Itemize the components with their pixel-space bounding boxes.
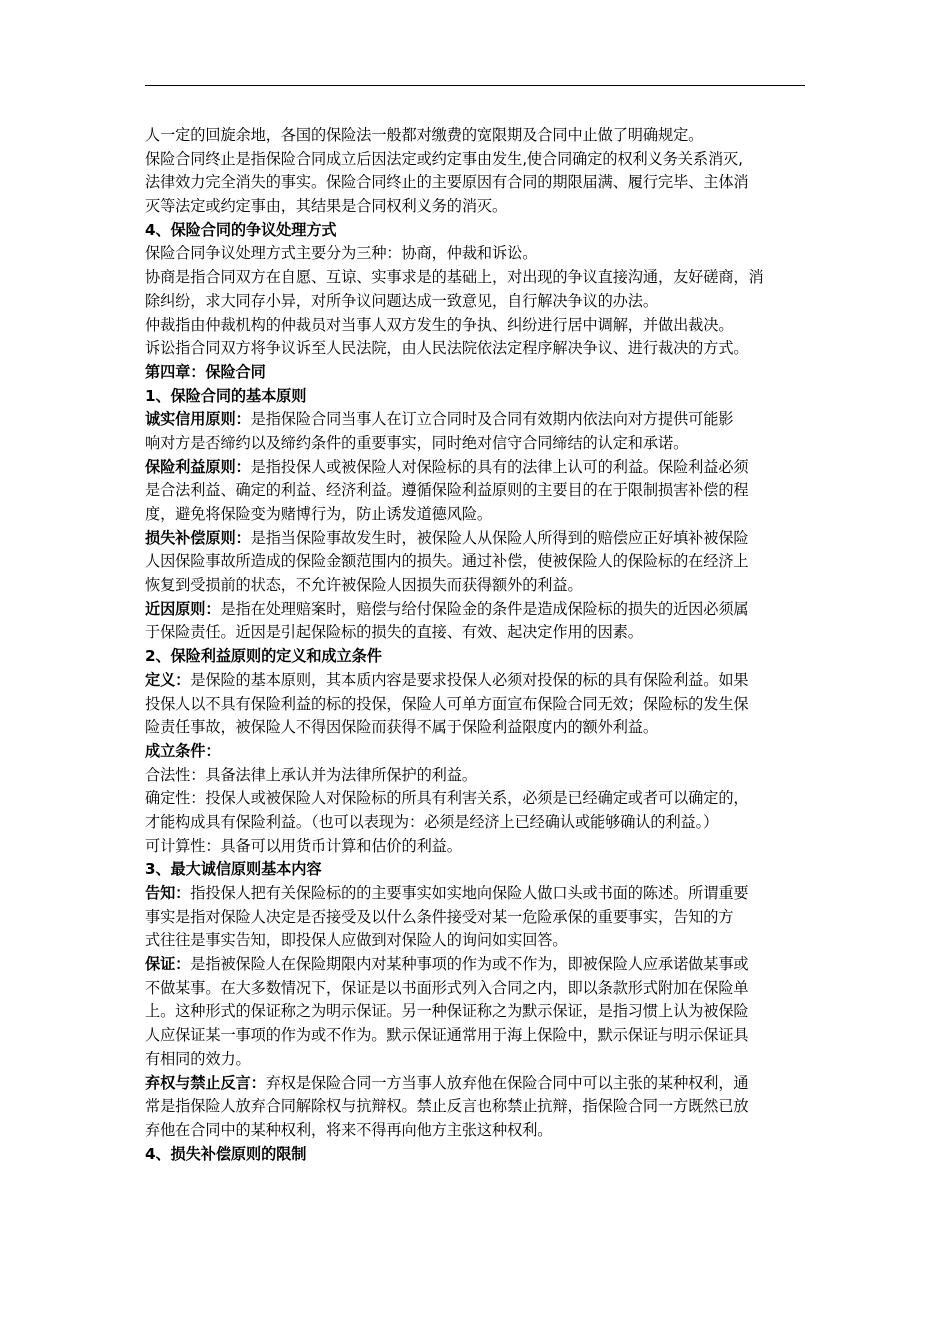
paragraph-line: 协商是指合同双方在自愿、互谅、实事求是的基础上，对出现的争议直接沟通，友好磋商，消 xyxy=(145,268,764,287)
term-definition: 是指投保人或被保险人对保险标的具有的法律上认可的利益。保险利益必须 xyxy=(250,457,749,476)
term-definition: 是指保险合同当事人在订立合同时及合同有效期内依法向对方提供可能影 xyxy=(250,410,734,429)
paragraph-line: 除纠纷，求大同存小异，对所争议问题达成一致意见，自行解决争议的办法。 xyxy=(145,291,658,310)
section-heading: 4、保险合同的争议处理方式 xyxy=(145,220,337,239)
term-label: 诚实信用原则： xyxy=(145,410,251,429)
paragraph-line: 可计算性：具备可以用货币计算和估价的利益。 xyxy=(145,836,462,855)
paragraph-line xyxy=(145,598,807,622)
section-heading: 3、最大诚信原则基本内容 xyxy=(145,860,322,879)
paragraph-line: 人一定的回旋余地，各国的保险法一般都对缴费的宽限期及合同中止做了明确规定。 xyxy=(145,126,704,144)
term-label: 定义： xyxy=(145,670,191,689)
paragraph-line: 是合法利益、确定的利益、经济利益。遵循保险利益原则的主要目的在于限制损害补偿的程 xyxy=(145,481,749,500)
paragraph-line xyxy=(145,1072,807,1096)
term-definition: 是指在处理赔案时，赔偿与给付保险金的条件是造成保险标的损失的近因必须属 xyxy=(220,599,749,618)
term-definition: 指投保人把有关保险标的的主要事实如实地向保险人做口头或书面的陈述。所谓重要 xyxy=(190,884,749,902)
paragraph-line: 有相同的效力。 xyxy=(145,1049,251,1068)
term-label: 近因原则： xyxy=(145,599,221,618)
paragraph-line: 上。这种形式的保证称之为明示保证。另一种保证称之为默示保证，是指习惯上认为被保险 xyxy=(145,1002,749,1021)
paragraph-line: 诉讼指合同双方将争议诉至人民法院，由人民法院依法定程序解决争议、进行裁决的方式。 xyxy=(145,339,749,358)
paragraph-line: 度，避免将保险变为赌博行为，防止诱发道德风险。 xyxy=(145,505,493,523)
paragraph-line: 弃他在合同中的某种权利，将来不得再向他方主张这种权利。 xyxy=(145,1120,553,1139)
paragraph-line xyxy=(145,669,807,693)
header-rule xyxy=(145,85,805,86)
paragraph-line: 人应保证某一事项的作为或不作为。默示保证通常用于海上保险中，默示保证与明示保证具 xyxy=(145,1026,749,1045)
paragraph-line: 险责任事故，被保险人不得因保险而获得不属于保险利益限度内的额外利益。 xyxy=(145,718,658,737)
paragraph-line: 投保人以不具有保险利益的标的投保，保险人可单方面宣布保险合同无效；保险标的发生保 xyxy=(145,694,749,713)
paragraph-line: 常是指保险人放弃合同解除权与抗辩权。禁止反言也称禁止抗辩，指保险合同一方既然已放 xyxy=(145,1097,749,1116)
paragraph-line: 法律效力完全消失的事实。保险合同终止的主要原因有合同的期限届满、履行完毕、主体消 xyxy=(145,173,749,192)
term-label: 告知： xyxy=(145,884,191,902)
document-body xyxy=(145,124,807,1166)
term-definition: 是指当保险事故发生时，被保险人从保险人所得到的赔偿应正好填补被保险 xyxy=(250,528,749,547)
section-heading: 1、保险合同的基本原则 xyxy=(145,386,307,405)
paragraph-line: 响对方是否缔约以及缔约条件的重要事实，同时绝对信守合同缔结的认定和承诺。 xyxy=(145,433,689,452)
paragraph-line: 恢复到受损前的状态，不允许被保险人因损失而获得额外的利益。 xyxy=(145,576,583,595)
paragraph-line xyxy=(145,408,807,432)
term-definition: 是保险的基本原则，其本质内容是要求投保人必须对投保的标的具有保险利益。如果 xyxy=(190,670,749,689)
paragraph-line: 灭等法定或约定事由，其结果是合同权利义务的消灭。 xyxy=(145,197,508,216)
paragraph-line xyxy=(145,527,807,551)
paragraph-line: 确定性：投保人或被保险人对保险标的所具有利害关系，必须是已经确定或者可以确定的， xyxy=(145,789,749,808)
paragraph-line: 不做某事。在大多数情况下，保证是以书面形式列入合同之内，即以条款形式附加在保险单 xyxy=(145,978,749,997)
paragraph-line xyxy=(145,882,807,906)
term-label: 弃权与禁止反言： xyxy=(145,1073,266,1092)
paragraph-line: 保险合同终止是指保险合同成立后因法定或约定事由发生,使合同确定的权利义务关系消灭, xyxy=(145,149,743,168)
paragraph-line: 事实是指对保险人决定是否接受及以什么条件接受对某一危险承保的重要事实，告知的方 xyxy=(145,907,734,926)
paragraph-line: 合法性：具备法律上承认并为法律所保护的利益。 xyxy=(145,765,477,784)
paragraph-line: 才能构成具有保险利益。（也可以表现为：必须是经济上已经确认或能够确认的利益。） xyxy=(145,812,719,831)
section-heading: 4、损失补偿原则的限制 xyxy=(145,1144,307,1163)
paragraph-line xyxy=(145,456,807,480)
term-label: 损失补偿原则： xyxy=(145,528,251,547)
term-label: 保证： xyxy=(145,955,191,974)
section-heading: 成立条件： xyxy=(145,741,221,760)
paragraph-line: 于保险责任。近因是引起保险标的损失的直接、有效、起决定作用的因素。 xyxy=(145,623,643,642)
paragraph-line: 保险合同争议处理方式主要分为三种：协商，仲裁和诉讼。 xyxy=(145,244,538,263)
term-definition: 弃权是保险合同一方当事人放弃他在保险合同中可以主张的某种权利，通 xyxy=(265,1073,749,1092)
section-heading: 第四章：保险合同 xyxy=(145,362,266,381)
term-label: 保险利益原则： xyxy=(145,457,251,476)
section-heading: 2、保险利益原则的定义和成立条件 xyxy=(145,647,382,666)
paragraph-line xyxy=(145,953,807,977)
paragraph-line: 式往往是事实告知，即投保人应做到对保险人的询问如实回答。 xyxy=(145,931,568,950)
term-definition: 是指被保险人在保险期限内对某种事项的作为或不作为，即被保险人应承诺做某事或 xyxy=(190,955,749,974)
paragraph-line: 仲裁指由仲裁机构的仲裁员对当事人双方发生的争执、纠纷进行居中调解，并做出裁决。 xyxy=(145,315,734,334)
paragraph-line: 人因保险事故所造成的保险金额范围内的损失。通过补偿，使被保险人的保险标的在经济上 xyxy=(145,552,749,571)
